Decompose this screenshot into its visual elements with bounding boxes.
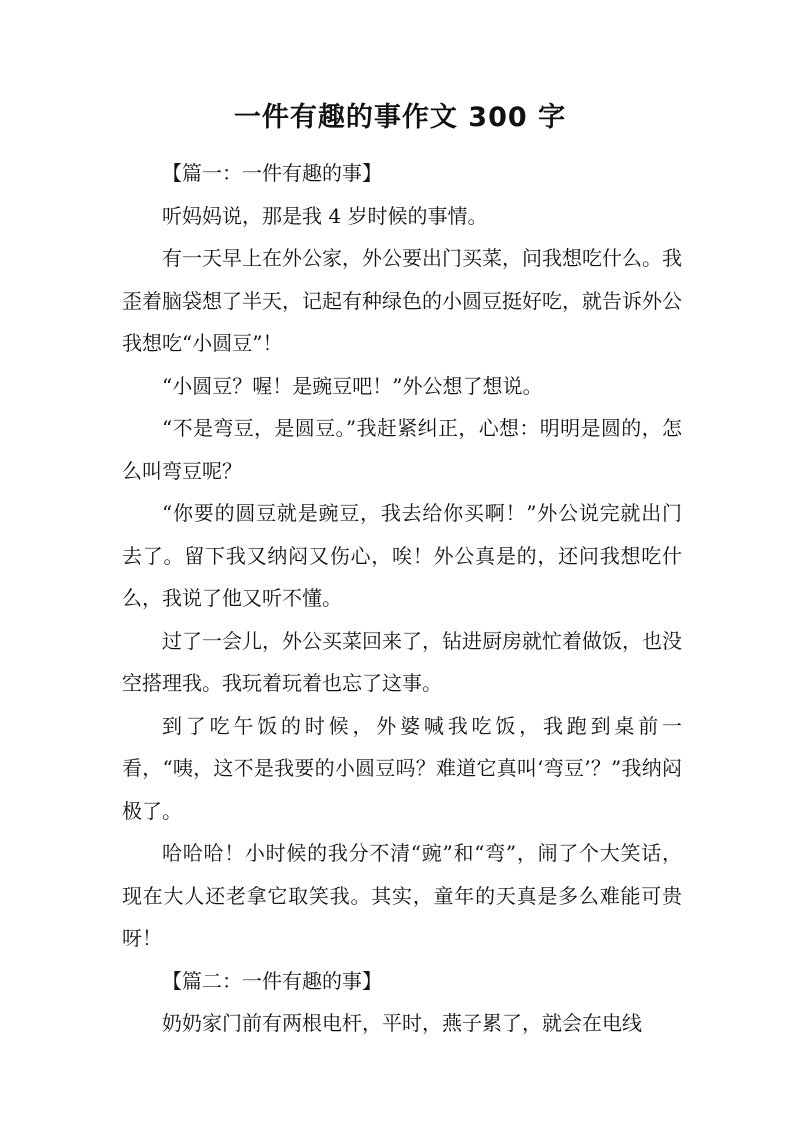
paragraph: 听妈妈说，那是我 4 岁时候的事情。 (162, 203, 488, 228)
document-title: 一件有趣的事作文 300 字 (233, 102, 567, 133)
paragraph: 有一天早上在外公家，外公要出门买菜，问我想吃什么。我歪着脑袋想了半天，记起有种绿色的小圆豆挺好吃，就告诉外公我想吃“小圆豆”！ (122, 246, 682, 355)
paragraph: 过了一会儿，外公买菜回来了，钻进厨房就忙着做饭，也没空搭理我。我玩着玩着也忘了这事。 (122, 628, 682, 695)
paragraph: “你要的圆豆就是豌豆，我去给你买啊！”外公说完就出门去了。留下我又纳闷又伤心，唉！外公真是的，还问我想吃什么，我说了他又听不懂。 (122, 501, 682, 610)
section-heading: 【篇一：一件有趣的事】 (162, 161, 382, 185)
paragraph: 到了吃午饭的时候，外婆喊我吃饭，我跑到桌前一看，“咦，这不是我要的小圆豆吗？难道它真叫‘弯豆’？”我纳闷极了。 (122, 713, 682, 823)
paragraph: 奶奶家门前有两根电杆，平时，燕子累了，就会在电线 (162, 1011, 642, 1035)
paragraph: “不是弯豆，是圆豆。”我赶紧纠正，心想：明明是圆的，怎么叫弯豆呢？ (122, 416, 682, 483)
section-heading: 【篇二：一件有趣的事】 (162, 968, 382, 993)
document-body (122, 152, 682, 1045)
paragraph: 哈哈哈！小时候的我分不清“豌”和“弯”，闹了个大笑话，现在大人还老拿它取笑我。其实，童年的天真是多么难能可贵呀！ (122, 841, 682, 950)
paragraph: “小圆豆？喔！是豌豆吧！”外公想了想说。 (162, 373, 543, 398)
